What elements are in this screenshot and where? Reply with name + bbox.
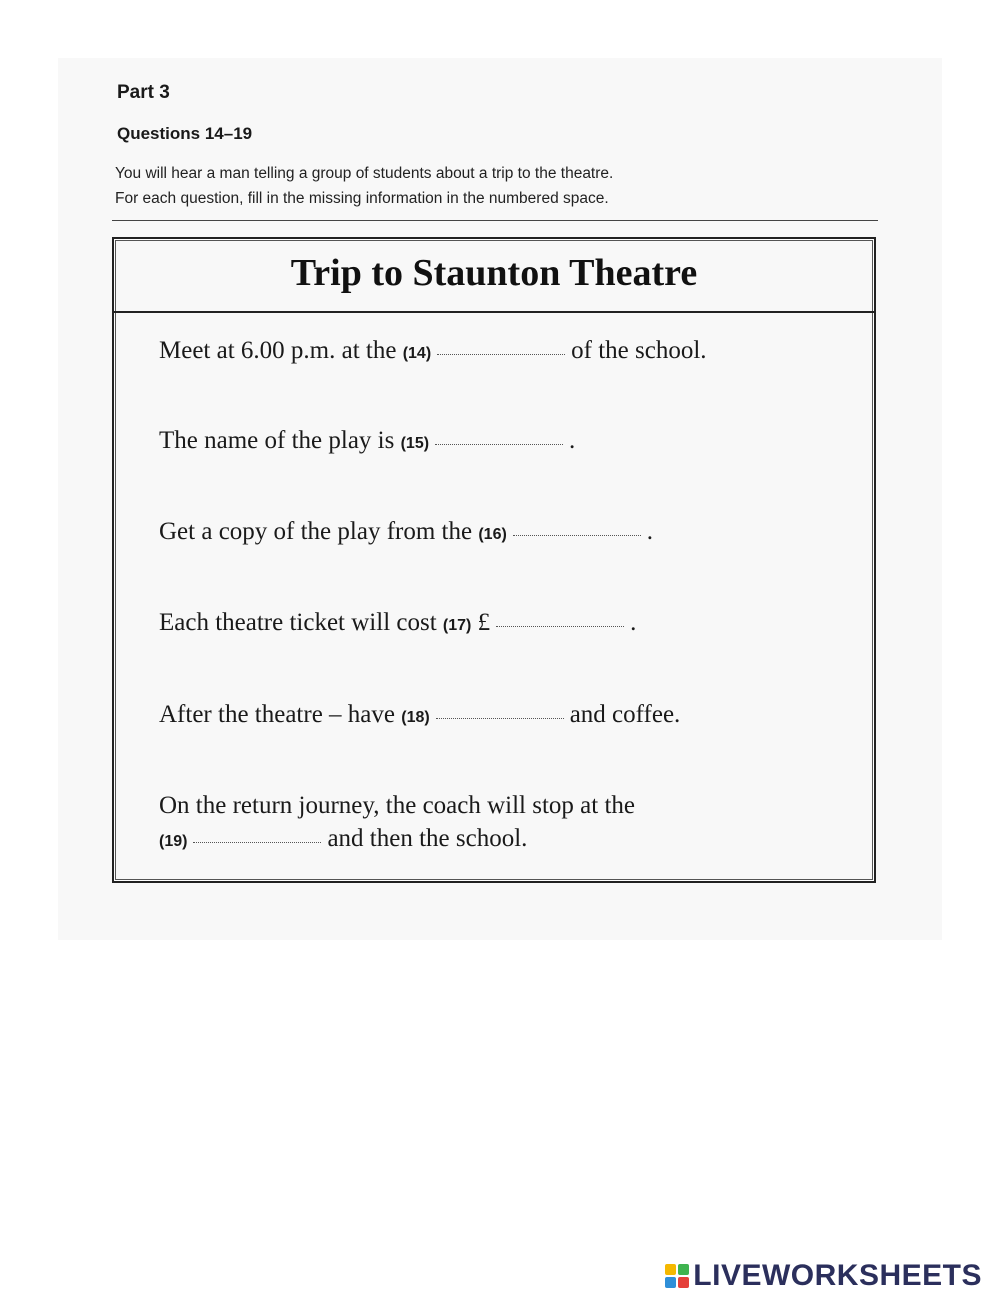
question-17-after: . [630,609,637,636]
liveworksheets-logo[interactable] [665,1259,982,1293]
answer-16-blank[interactable] [513,534,641,536]
question-16-after: . [646,518,654,545]
answer-19-blank[interactable] [193,841,321,843]
answer-18-blank[interactable] [436,717,564,719]
instruction-line-1: You will hear a man telling a group of students about a trip to the theatre. [115,165,614,182]
brand-name: LIVEWORKSHEETS [693,1259,982,1292]
question-15-text: The name of the play is [159,427,395,454]
question-14-text: Meet at 6.00 p.m. at the [159,337,397,364]
answer-15-blank[interactable] [435,443,563,445]
brand-square-1 [665,1264,676,1275]
question-14 [159,337,707,365]
notes-box [112,237,876,883]
question-18-text: After the theatre – have [159,701,395,728]
question-15-after: . [569,427,576,454]
question-15-number: (15) [400,435,430,452]
question-19 [159,825,527,853]
question-16-number: (16) [478,526,507,543]
question-16-text: Get a copy of the play from the [159,518,473,545]
questions-heading: Questions 14–19 [117,124,253,143]
box-title: Trip to Staunton Theatre [290,252,698,294]
box-title-area [114,239,874,313]
brand-square-4 [678,1277,689,1288]
question-18 [159,701,680,729]
instruction-line-2: For each question, fill in the missing information in the numbered space. [115,190,609,207]
question-17-number: (17) [442,617,472,634]
currency-symbol: £ [477,609,491,636]
brand-icon [665,1264,689,1288]
question-17-text: Each theatre ticket will cost [159,609,437,636]
question-14-number: (14) [402,345,432,362]
question-17 [159,609,636,637]
question-19-after: and then the school. [327,825,528,852]
answer-14-blank[interactable] [437,353,565,355]
question-16 [159,518,653,546]
question-19-line-1: On the return journey, the coach will stop at the [159,792,636,819]
question-18-after: and coffee. [569,701,681,728]
answer-17-blank[interactable] [496,625,624,627]
brand-square-3 [665,1277,676,1288]
part-heading: Part 3 [117,82,170,103]
question-15 [159,427,575,455]
question-14-after: of the school. [571,337,707,364]
brand-square-2 [678,1264,689,1275]
question-19-number: (19) [159,833,188,850]
divider [112,220,878,221]
question-18-number: (18) [401,709,430,726]
